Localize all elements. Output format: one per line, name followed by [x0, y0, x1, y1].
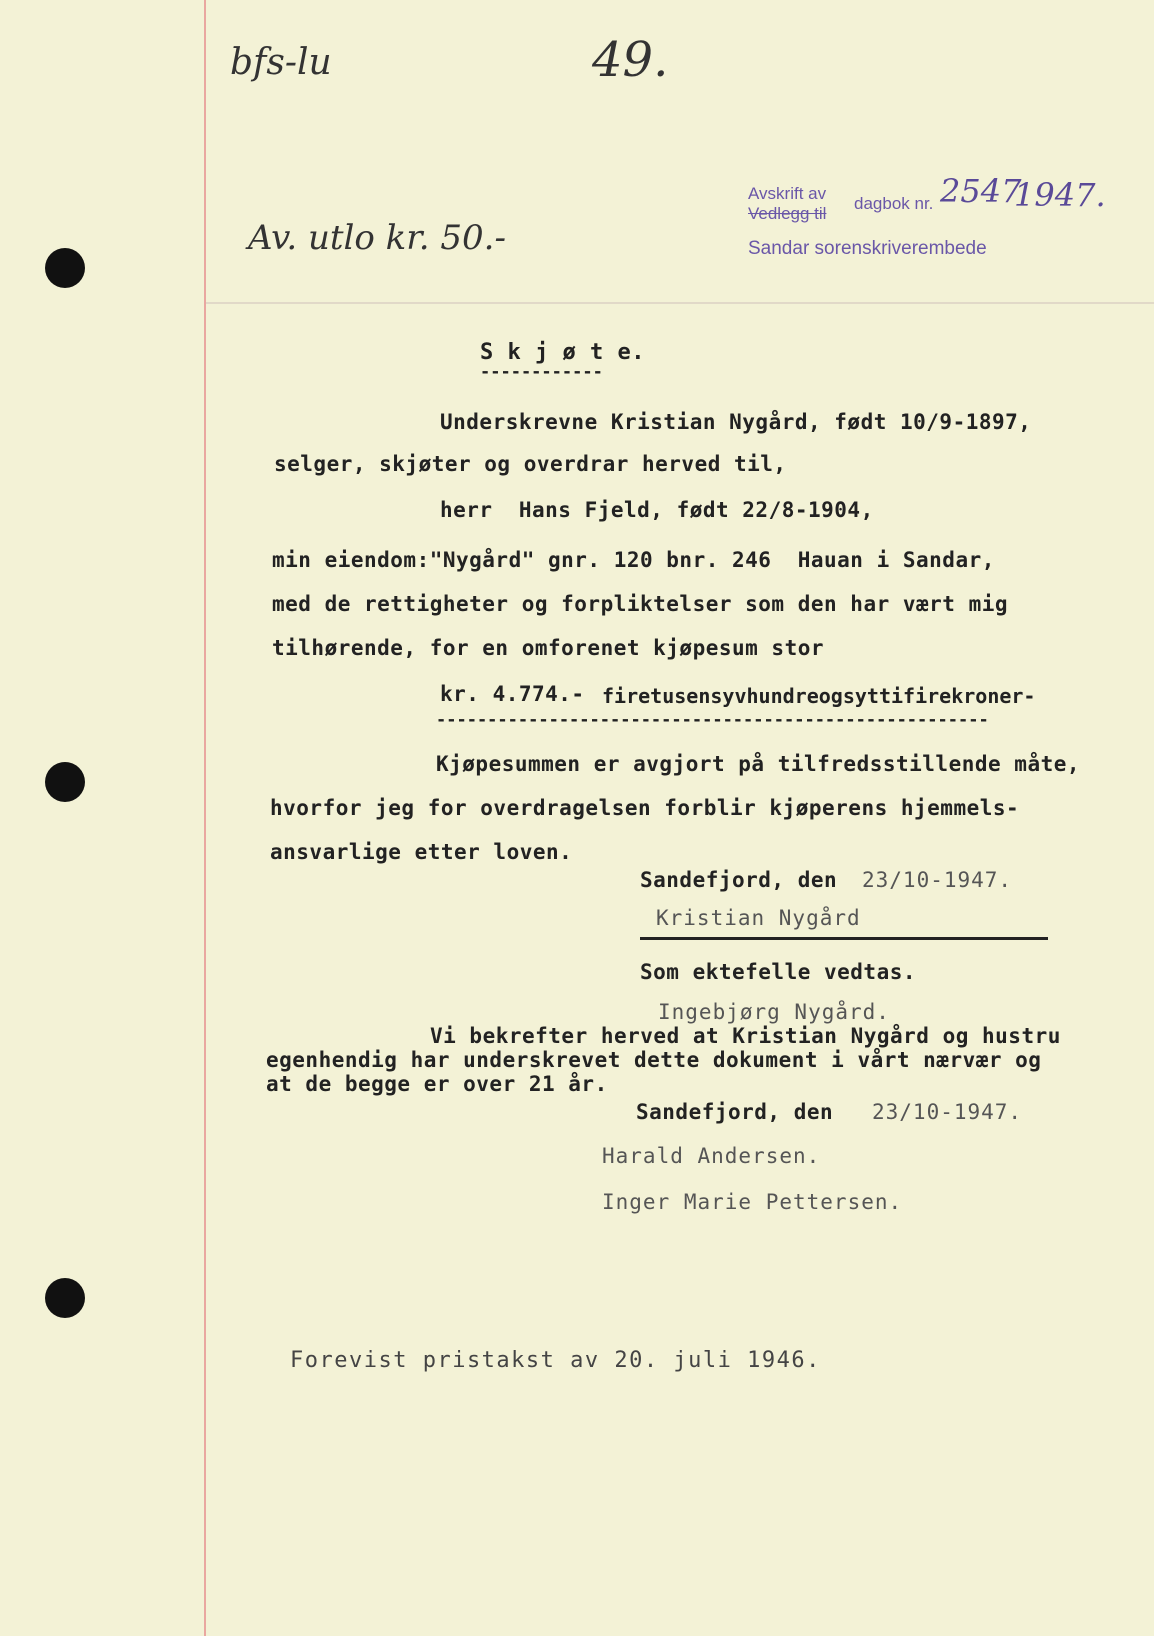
title-underline: ------------ — [480, 362, 603, 382]
body-line-5: med de rettigheter og forpliktelser som den har vært mig — [272, 592, 1009, 616]
header-rule — [206, 302, 1154, 304]
witness-line-2: egenhendig har underskrevet dette dokument i vårt nærvær og — [266, 1048, 1042, 1072]
punch-hole — [45, 1278, 85, 1318]
body-line-8: Kjøpesummen er avgjort på tilfredsstillende måte, — [436, 752, 1081, 776]
stamp-avskrift: Avskrift av — [748, 184, 827, 203]
signature-rule — [640, 937, 1048, 940]
fee-note: Av. utlo kr. 50.- — [248, 218, 506, 258]
place-date-label-2: Sandefjord, den — [636, 1100, 834, 1124]
spouse-consent: Som ektefelle vedtas. — [640, 960, 917, 984]
document-title: S k j ø t e. — [480, 340, 645, 365]
punch-hole — [45, 762, 85, 802]
stamp-vedlegg: Vedlegg til — [748, 204, 827, 223]
date-2: 23/10-1947. — [872, 1100, 1023, 1124]
stamp-year: 1947. — [1014, 176, 1106, 214]
body-line-10: ansvarlige etter loven. — [270, 840, 573, 864]
body-line-4: min eiendom:"Nygård" gnr. 120 bnr. 246 Hauan i Sandar, — [272, 548, 995, 572]
place-date-label: Sandefjord, den — [640, 868, 838, 892]
punch-hole — [45, 248, 85, 288]
spouse-signature: Ingebjørg Nygård. — [658, 1000, 890, 1024]
body-line-6: tilhørende, for en omforenet kjøpesum stor — [272, 636, 825, 660]
body-line-2: selger, skjøter og overdrar herved til, — [274, 452, 787, 476]
stamp-dagbok-label: dagbok nr. — [854, 194, 934, 213]
witness-line-1: Vi bekrefter herved at Kristian Nygård og hustru — [430, 1024, 1061, 1048]
witness-signature-2: Inger Marie Pettersen. — [602, 1190, 903, 1214]
body-line-1: Underskrevne Kristian Nygård, født 10/9-1897, — [440, 410, 1032, 434]
purchase-amount-words: firetusensyvhundreogsyttifirekroner- — [602, 684, 1036, 708]
footer-note: Forevist pristakst av 20. juli 1946. — [290, 1348, 821, 1373]
purchase-amount: kr. 4.774.- — [440, 682, 585, 706]
seller-signature: Kristian Nygård — [656, 906, 861, 930]
witness-signature-1: Harald Andersen. — [602, 1144, 821, 1168]
body-line-9: hvorfor jeg for overdragelsen forblir kjøperens hjemmels- — [270, 796, 1020, 820]
margin-note: bfs-lu — [230, 42, 332, 83]
margin-rule — [204, 0, 206, 1636]
body-line-3: herr Hans Fjeld, født 22/8-1904, — [440, 498, 874, 522]
stamp-dagbok-nr: 2547 — [940, 172, 1022, 210]
page-number: 49. — [592, 32, 669, 88]
date-1: 23/10-1947. — [862, 868, 1013, 892]
amount-underline: ------------------------------------------------------ — [436, 710, 989, 730]
witness-line-3: at de begge er over 21 år. — [266, 1072, 608, 1096]
stamp-office: Sandar sorenskriverembede — [748, 238, 987, 259]
